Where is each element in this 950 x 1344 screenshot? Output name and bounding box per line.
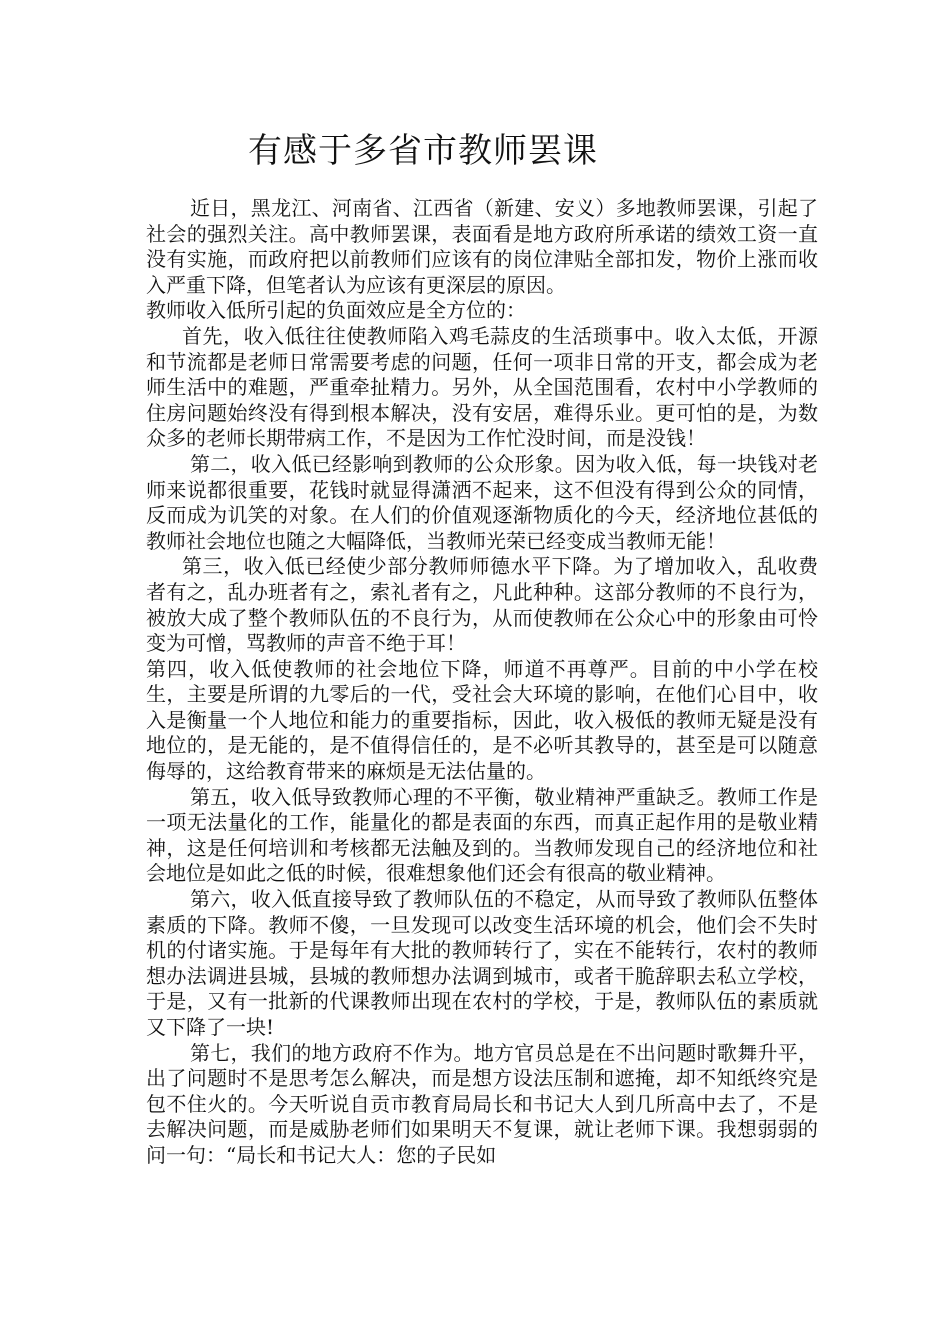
paragraph-sixth: 第六，收入低直接导致了教师队伍的不稳定，从而导致了教师队伍整体素质的下降。教师不傻，一旦发现可以改变生活环境的机会，他们会不失时机的付诸实施。于是每年有大批的教师转行了，实在不能转行，农村的教师想办法调进县城，县城的教师想办法调到城市，或者干脆辞职去私立学校，于是，又有一批新的代课教师出现在农村的学校，于是，教师队伍的素质就又下降了一块! [146,887,818,1039]
paragraph-first: 首先，收入低往往使教师陷入鸡毛蒜皮的生活琐事中。收入太低，开源和节流都是老师日常需要考虑的问题，任何一项非日常的开支，都会成为老师生活中的难题，严重牵扯精力。另外，从全国范围看，农村中小学教师的住房问题始终没有得到根本解决，没有安居，难得乐业。更可怕的是，为数众多的老师长期带病工作，不是因为工作忙没时间，而是没钱！ [146,323,818,451]
document-title: 有感于多省市教师罢课 [248,131,598,171]
paragraph-fourth: 第四，收入低使教师的社会地位下降，师道不再尊严。目前的中小学在校生，主要是所谓的九零后的一代，受社会大环境的影响，在他们心目中，收入是衡量一个人地位和能力的重要指标，因此，收入极低的教师无疑是没有地位的，是无能的，是不值得信任的，是不必听其教导的，甚至是可以随意侮辱的，这给教育带来的麻烦是无法估量的。 [146,656,818,784]
paragraph-seventh: 第七，我们的地方政府不作为。地方官员总是在不出问题时歌舞升平，出了问题时不是思考怎么解决，而是想方设法压制和遮掩，却不知纸终究是包不住火的。今天听说自贡市教育局局长和书记大人到几所高中去了，不是去解决问题，而是威胁老师们如果明天不复课，就让老师下课。我想弱弱的问一句：“局长和书记大人：您的子民如 [146,1040,818,1167]
paragraph-intro: 近日，黑龙江、河南省、江西省（新建、安义）多地教师罢课，引起了社会的强烈关注。高中教师罢课，表面看是地方政府所承诺的绩效工资一直没有实施，而政府把以前教师们应该有的岗位津贴全部扣发，物价上涨而收入严重下降，但笔者认为应该有更深层的原因。 [146,196,818,297]
paragraph-summary: 教师收入低所引起的负面效应是全方位的： [146,298,526,323]
paragraph-second: 第二，收入低已经影响到教师的公众形象。因为收入低，每一块钱对老师来说都很重要，花钱时就显得潇洒不起来，这不但没有得到公众的同情，反而成为讥笑的对象。在人们的价值观逐渐物质化的今天，经济地位甚低的教师社会地位也随之大幅降低，当教师光荣已经变成当教师无能！ [146,451,818,553]
document-body [146,196,818,1169]
paragraph-third: 第三，收入低已经使少部分教师师德水平下降。为了增加收入，乱收费者有之，乱办班者有之，索礼者有之，凡此种种。这部分教师的不良行为，被放大成了整个教师队伍的不良行为，从而使教师在公众心中的形象由可怜变为可憎，骂教师的声音不绝于耳！ [146,554,818,656]
paragraph-fifth: 第五，收入低导致教师心理的不平衡，敬业精神严重缺乏。教师工作是一项无法量化的工作，能量化的都是表面的东西，而真正起作用的是敬业精神，这是任何培训和考核都无法触及到的。当教师发现自己的经济地位和社会地位是如此之低的时候，很难想象他们还会有很高的敬业精神。 [146,784,818,886]
